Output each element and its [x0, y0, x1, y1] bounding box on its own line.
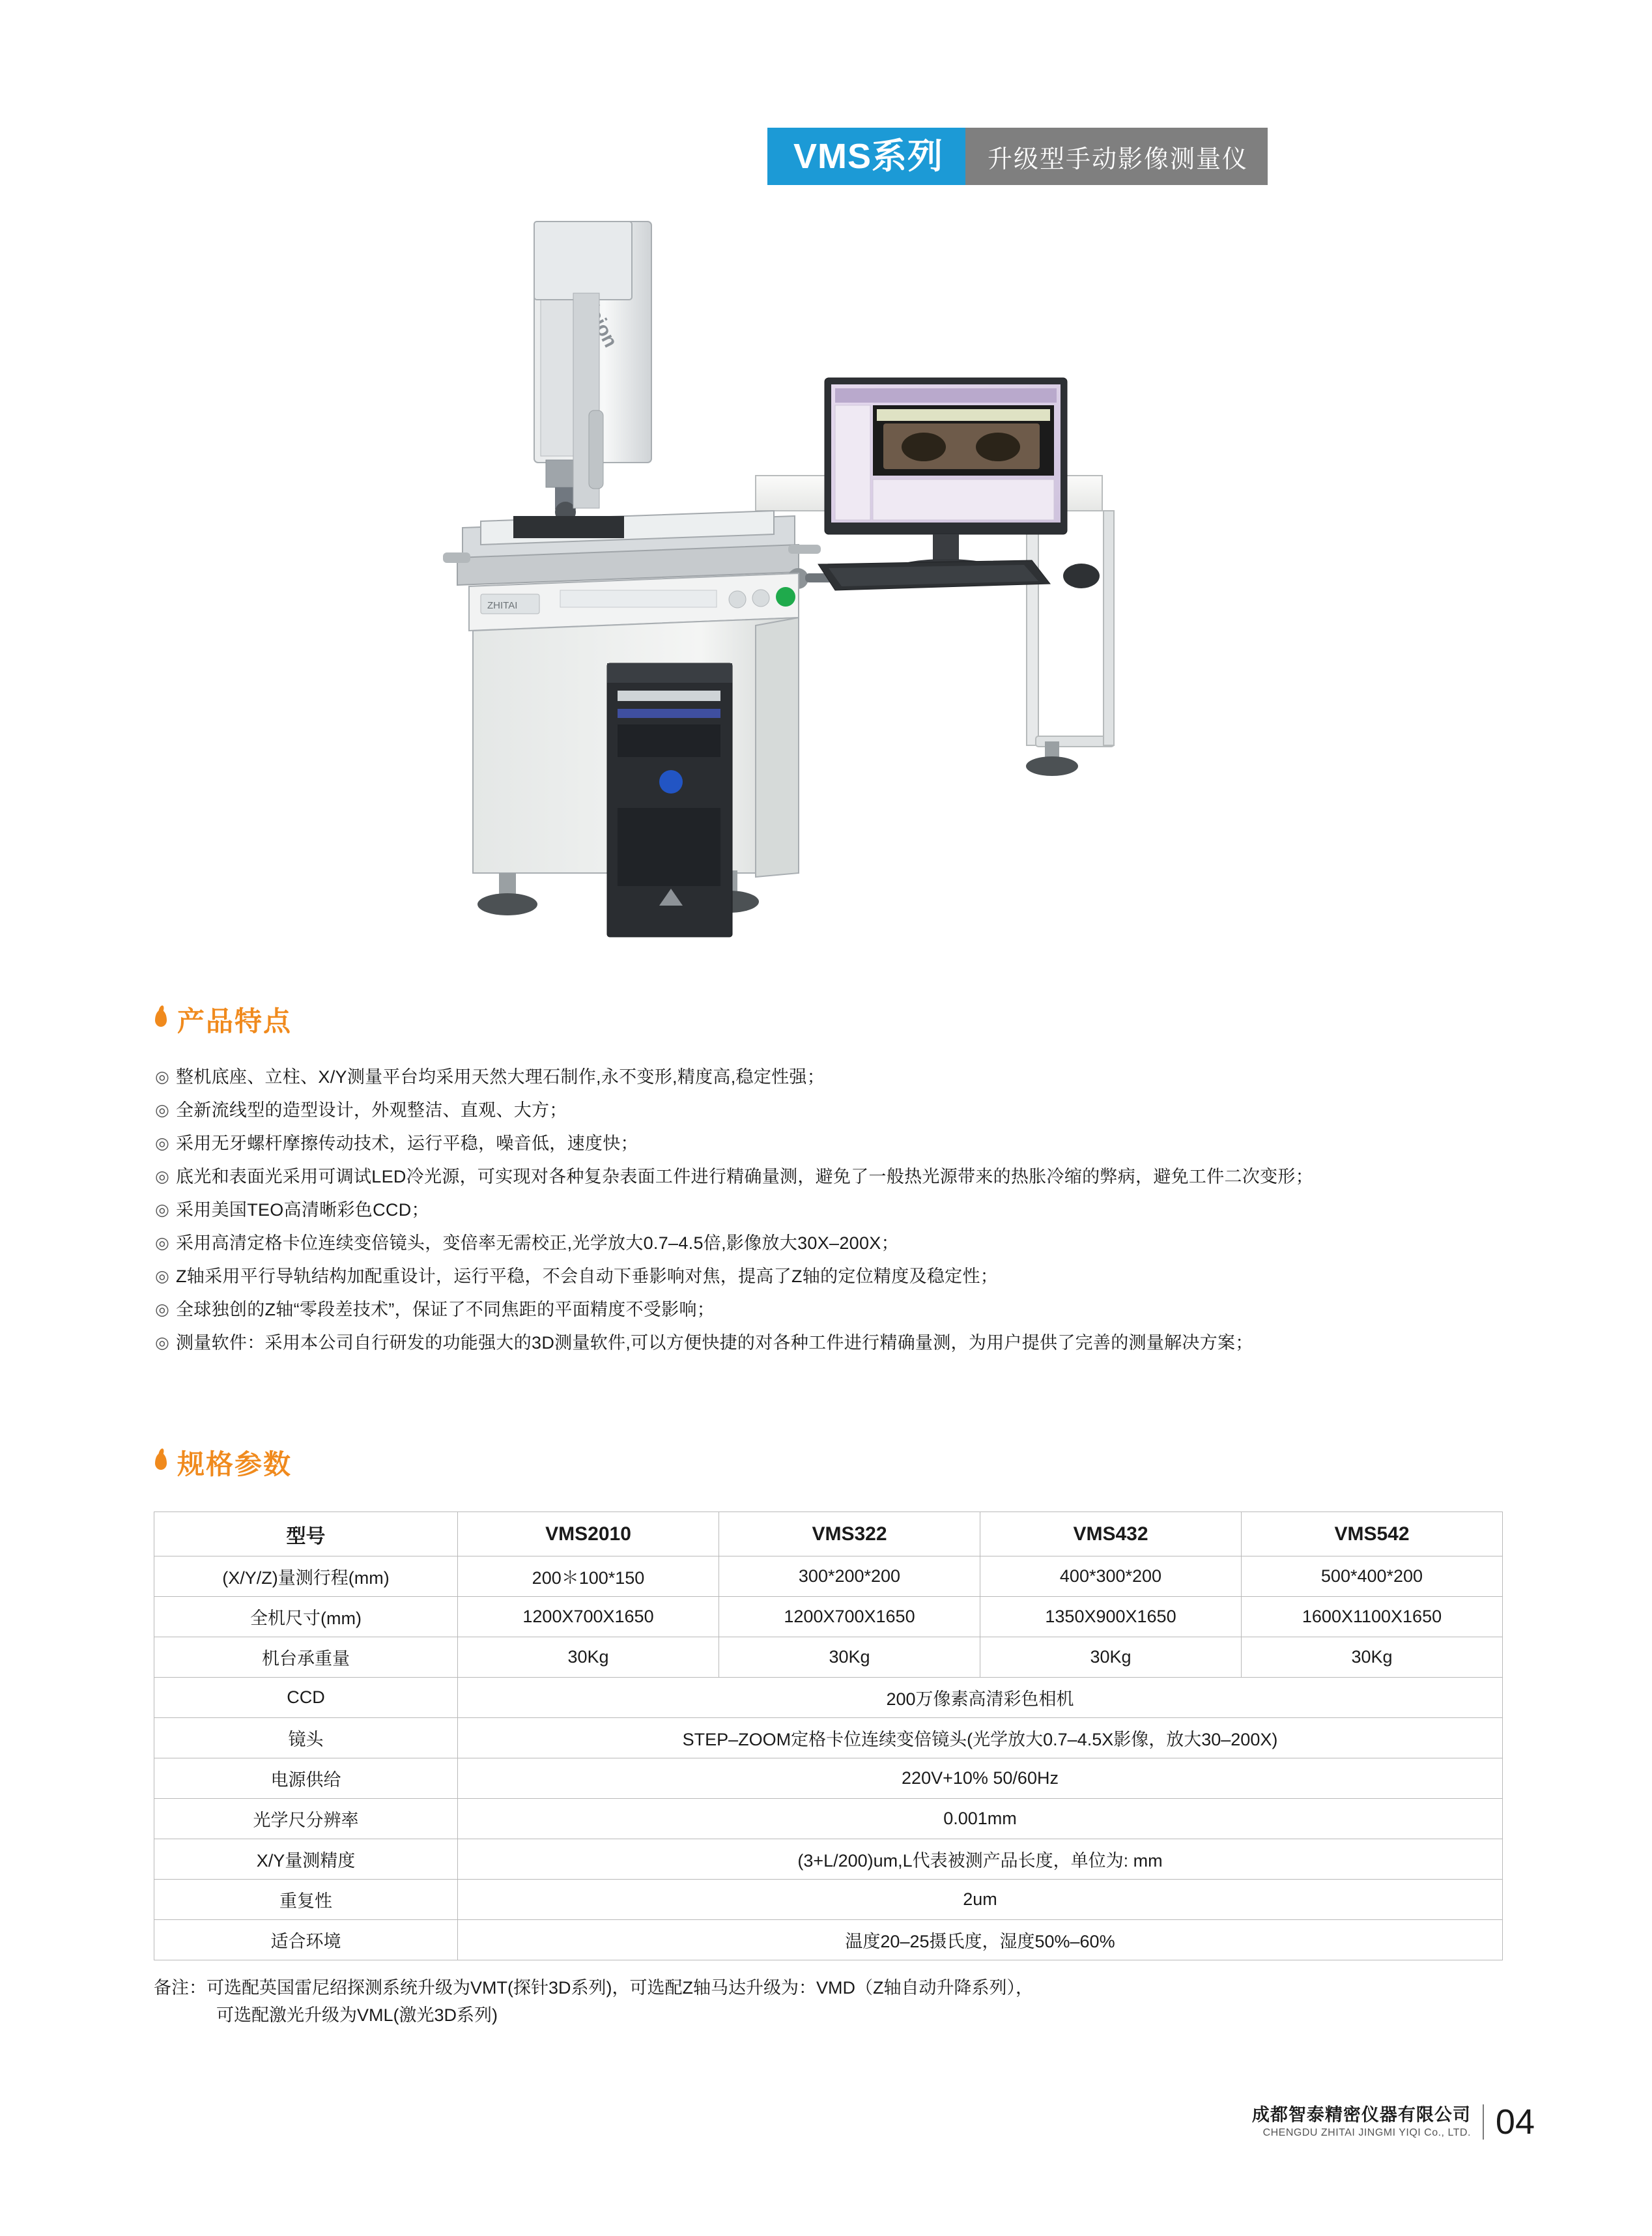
xy-stage: [443, 511, 877, 589]
cell: 1200X700X1650: [719, 1597, 980, 1637]
list-item: [154, 1265, 1535, 1288]
bullet-icon: ◎: [155, 1201, 169, 1219]
bullet-icon: ◎: [155, 1267, 169, 1285]
row-label: X/Y量测精度: [154, 1839, 458, 1880]
company-name-cn: 成都智泰精密仪器有限公司: [1251, 2105, 1471, 2125]
cell: 400*300*200: [980, 1556, 1242, 1597]
table-row: [154, 1718, 1503, 1758]
cell: STEP–ZOOM定格卡位连续变倍镜头(光学放大0.7–4.5X影像，放大30–200X): [458, 1718, 1503, 1758]
flame-icon: [154, 1009, 168, 1031]
table-row: [154, 1678, 1503, 1718]
table-row: [154, 1839, 1503, 1880]
cell: 1350X900X1650: [980, 1597, 1242, 1637]
feature-text: 采用美国TEO高清晰彩色CCD；: [176, 1200, 429, 1220]
feature-text: 采用高清定格卡位连续变倍镜头，变倍率无需校正,光学放大0.7–4.5倍,影像放大30X–200X；: [176, 1233, 899, 1253]
table-row: [154, 1556, 1503, 1597]
bullet-icon: ◎: [155, 1234, 169, 1252]
cell: 30Kg: [1242, 1637, 1503, 1678]
row-label: (X/Y/Z)量测行程(mm): [154, 1556, 458, 1597]
row-label: 镜头: [154, 1718, 458, 1758]
row-label: 光学尺分辨率: [154, 1799, 458, 1839]
table-header-row: [154, 1512, 1503, 1556]
list-item: [154, 1198, 1535, 1222]
features-section-heading: [154, 1000, 292, 1039]
column-header: VMS432: [980, 1512, 1242, 1556]
feature-text: 全新流线型的造型设计，外观整洁、直观、大方；: [176, 1100, 567, 1120]
table-row: [154, 1758, 1503, 1799]
spec-table-container: [154, 1512, 1502, 1960]
column-header: VMS322: [719, 1512, 980, 1556]
list-item: [154, 1098, 1535, 1122]
product-photo: [339, 195, 1303, 958]
feature-text: 底光和表面光采用可调试LED冷光源，可实现对各种复杂表面工件进行精确量测，避免了一般热光源带来的热胀冷缩的弊病，避免工件二次变形；: [176, 1167, 1314, 1186]
feature-text: Z轴采用平行导轨结构加配重设计，运行平稳，不会自动下垂影响对焦，提高了Z轴的定位精度及稳定性；: [176, 1267, 999, 1286]
pc-tower: [607, 663, 732, 937]
row-label: 电源供给: [154, 1758, 458, 1799]
list-item: [154, 1298, 1535, 1321]
cell: 300*200*200: [719, 1556, 980, 1597]
features-list: [154, 1065, 1535, 1364]
cell: 温度20–25摄氏度，湿度50%–60%: [458, 1920, 1503, 1960]
cell: (3+L/200)um,L代表被测产品长度，单位为: mm: [458, 1839, 1503, 1880]
remark-note: [154, 1974, 1522, 2029]
page-footer: [1252, 2104, 1535, 2140]
column-header: VMS542: [1242, 1512, 1503, 1556]
bullet-icon: ◎: [155, 1101, 169, 1119]
page-number: 04: [1495, 2102, 1535, 2142]
keyboard-mouse: [818, 560, 1100, 590]
table-row: [154, 1799, 1503, 1839]
remark-line-1: 备注：可选配英国雷尼绍探测系统升级为VMT(探针3D系列)，可选配Z轴马达升级为：VMD（Z轴自动升降系列），: [154, 1978, 1033, 1998]
cabinet: [473, 618, 1078, 915]
svg-text:ZHITAI: ZHITAI: [487, 600, 518, 611]
cell: 500*400*200: [1242, 1556, 1503, 1597]
footer-divider: [1483, 2104, 1484, 2140]
table-row: [154, 1637, 1503, 1678]
bullet-icon: ◎: [155, 1168, 169, 1186]
cell: 1200X700X1650: [458, 1597, 719, 1637]
row-label: 机台承重量: [154, 1637, 458, 1678]
feature-text: 全球独创的Z轴“零段差技术”，保证了不同焦距的平面精度不受影响；: [176, 1300, 715, 1319]
bullet-icon: ◎: [155, 1068, 169, 1086]
flame-icon: [154, 1452, 168, 1474]
cell: 1600X1100X1650: [1242, 1597, 1503, 1637]
banner-subtitle: 升级型手动影像测量仪: [965, 128, 1268, 185]
list-item: [154, 1331, 1535, 1354]
table-row: [154, 1597, 1503, 1637]
cell: 220V+10% 50/60Hz: [458, 1758, 1503, 1799]
list-item: [154, 1165, 1535, 1188]
list-item: [154, 1065, 1535, 1089]
header-banner: [767, 128, 1268, 185]
row-label: CCD: [154, 1678, 458, 1718]
cell: 30Kg: [458, 1637, 719, 1678]
table-row: [154, 1920, 1503, 1960]
cell: 30Kg: [719, 1637, 980, 1678]
row-label: 全机尺寸(mm): [154, 1597, 458, 1637]
spec-table: [154, 1512, 1503, 1960]
column-header: VMS2010: [458, 1512, 719, 1556]
column-header: 型号: [154, 1512, 458, 1556]
company-block: [1252, 2104, 1471, 2140]
feature-text: 测量软件：采用本公司自行研发的功能强大的3D测量软件,可以方便快捷的对各种工件进行精确量测，为用户提供了完善的测量解决方案；: [176, 1333, 1253, 1353]
cell: 200万像素高清彩色相机: [458, 1678, 1503, 1718]
specs-title: 规格参数: [177, 1449, 292, 1480]
bullet-icon: ◎: [155, 1134, 169, 1153]
cell: 30Kg: [980, 1637, 1242, 1678]
banner-series-title: VMS系列: [767, 128, 965, 185]
specs-section-heading: [154, 1443, 292, 1482]
cell: 2um: [458, 1880, 1503, 1920]
remark-line-2: 可选配激光升级为VML(激光3D系列): [216, 2005, 498, 2025]
table-row: [154, 1880, 1503, 1920]
list-item: [154, 1132, 1535, 1155]
cell: 200＊100*150: [458, 1556, 719, 1597]
features-title: 产品特点: [177, 1006, 292, 1037]
list-item: [154, 1231, 1535, 1255]
measuring-head: [534, 222, 651, 523]
bullet-icon: ◎: [155, 1300, 169, 1319]
feature-text: 采用无牙螺杆摩擦传动技术，运行平稳，噪音低，速度快；: [176, 1134, 638, 1153]
row-label: 重复性: [154, 1880, 458, 1920]
row-label: 适合环境: [154, 1920, 458, 1960]
feature-text: 整机底座、立柱、X/Y测量平台均采用天然大理石制作,永不变形,精度高,稳定性强；: [176, 1067, 825, 1087]
bullet-icon: ◎: [155, 1334, 169, 1352]
company-name-en: CHENGDU ZHITAI JINGMI YIQI Co., LTD.: [1262, 2127, 1471, 2138]
cell: 0.001mm: [458, 1799, 1503, 1839]
